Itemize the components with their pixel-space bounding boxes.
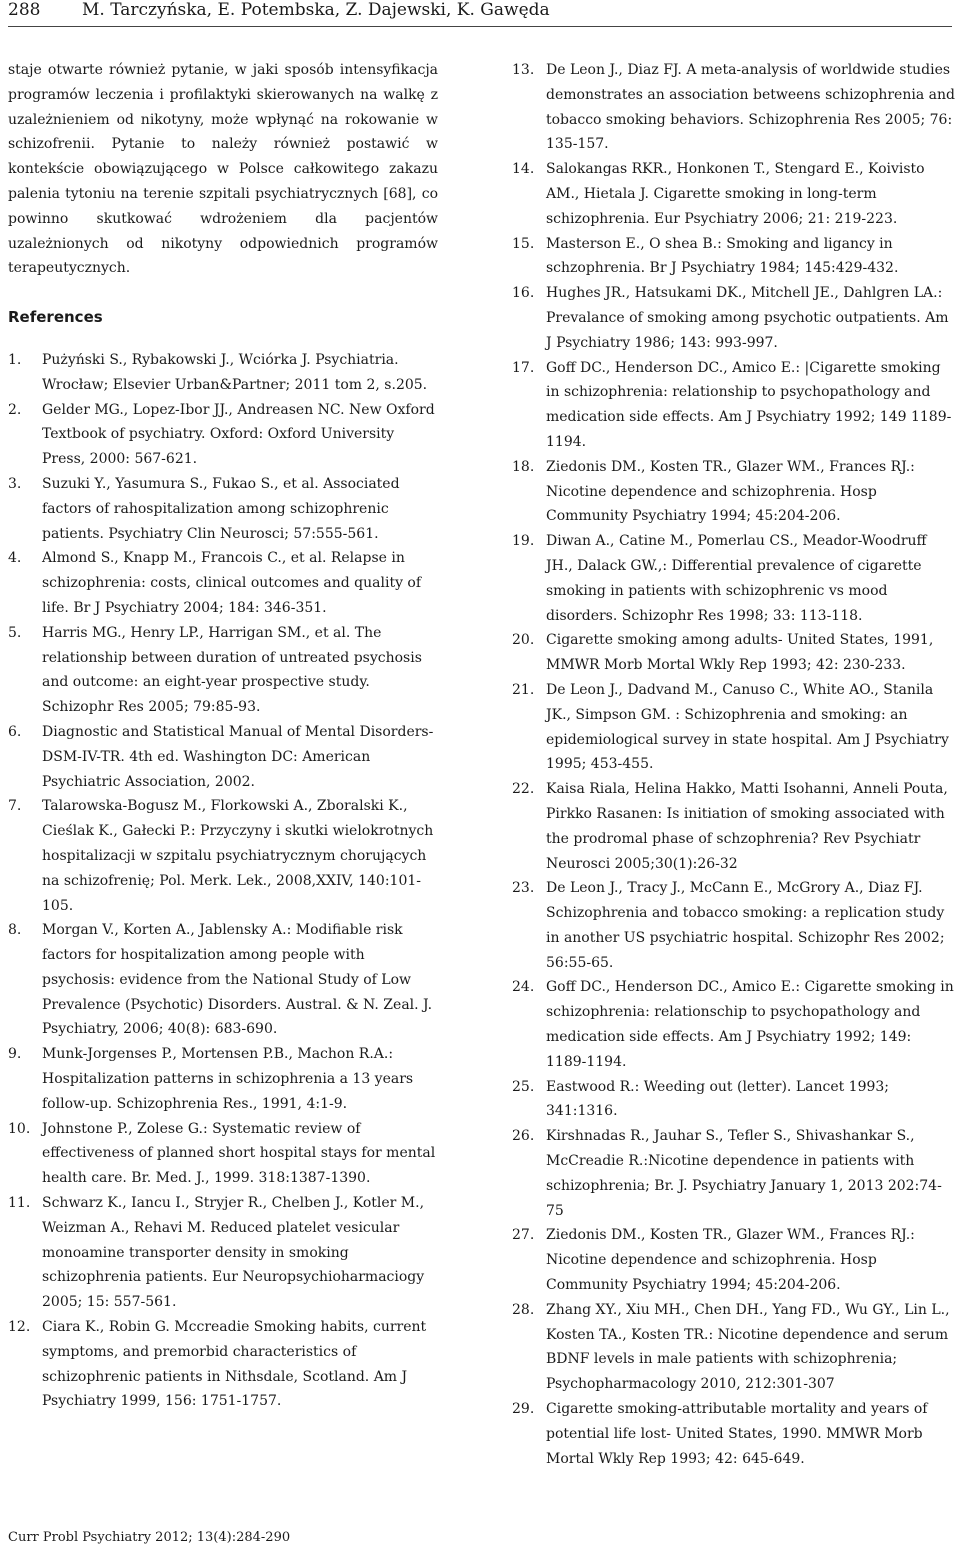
reference-number: 7. — [8, 798, 22, 815]
reference-item — [8, 348, 438, 398]
right-column — [512, 58, 956, 1471]
reference-number: 8. — [8, 922, 22, 939]
reference-text: Zhang XY., Xiu MH., Chen DH., Yang FD., Wu GY., Lin L., Kosten TA., Kosten TR.: Nicotine dependence and serum BDNF levels in male patients with schizophrenia; Psychopharmacology 2010, 212:301-307 — [546, 1301, 950, 1393]
reference-number: 1. — [8, 351, 22, 368]
reference-text: Goff DC., Henderson DC., Amico E.: Cigarette smoking in schizophrenia: relationschip to psychopathology and medication side effects. Am J Psychiatry 1992; 149: 1189-1194. — [546, 979, 954, 1070]
page-header — [8, 0, 952, 30]
reference-item — [512, 678, 956, 777]
reference-number: 25. — [512, 1078, 535, 1095]
reference-text: Ziedonis DM., Kosten TR., Glazer WM., Frances RJ.: Nicotine dependence and schizophrenia. Hosp Community Psychiatry 1994; 45:204-206. — [546, 1227, 915, 1294]
reference-item — [512, 876, 956, 975]
reference-item — [512, 1075, 956, 1125]
reference-number: 28. — [512, 1301, 535, 1318]
reference-list-right — [512, 58, 956, 1471]
reference-text: Cigarette smoking-attributable mortality and years of potential life lost- United States, 1990. MMWR Morb Mortal Wkly Rep 1993; 42: 645-649. — [546, 1401, 928, 1467]
reference-number: 16. — [512, 285, 535, 302]
reference-text: Salokangas RKR., Honkonen T., Stengard E., Koivisto AM., Hietala J. Cigarette smoking in long-term schizophrenia. Eur Psychiatry 2006; 21: 219-223. — [546, 161, 925, 227]
reference-text: De Leon J., Dadvand M., Canuso C., White AO., Stanila JK., Simpson GM. : Schizophrenia and smoking: an epidemiological survey in state hospital. Am J Psychiatry 1995; 453-455. — [546, 681, 949, 773]
reference-text: Suzuki Y., Yasumura S., Fukao S., et al. Associated factors of rahospitalization among schizophrenic patients. Psychiatry Clin Neurosci; 57:555-561. — [42, 475, 400, 542]
reference-item — [8, 918, 438, 1042]
reference-item — [8, 472, 438, 546]
reference-number: 14. — [512, 161, 535, 178]
reference-item — [512, 281, 956, 355]
reference-number: 2. — [8, 401, 22, 418]
reference-text: Ziedonis DM., Kosten TR., Glazer WM., Frances RJ.: Nicotine dependence and schizophrenia. Hosp Community Psychiatry 1994; 45:204-206. — [546, 458, 915, 525]
references-heading: References — [8, 308, 103, 327]
reference-text: Eastwood R.: Weeding out (letter). Lancet 1993; 341:1316. — [546, 1078, 890, 1120]
reference-text: Diagnostic and Statistical Manual of Mental Disorders-DSM-IV-TR. 4th ed. Washington DC: American Psychiatric Association, 2002. — [42, 723, 434, 790]
reference-number: 21. — [512, 681, 535, 698]
reference-list-left — [8, 348, 438, 1414]
reference-number: 22. — [512, 781, 535, 798]
reference-number: 27. — [512, 1227, 535, 1244]
reference-number: 4. — [8, 550, 22, 567]
reference-item — [8, 546, 438, 620]
running-head: M. Tarczyńska, E. Potembska, Z. Dajewski, K. Gawęda — [82, 0, 550, 20]
reference-text: Morgan V., Korten A., Jablensky A.: Modifiable risk factors for hospitalization among people with psychosis: evidence from the National Study of Low Prevalence (Psychotic) Disorders. Austral. & N. Zeal. J. Psychiatry, 2006; 40(8): 683-690. — [42, 922, 433, 1038]
reference-text: De Leon J., Diaz FJ. A meta-analysis of worldwide studies demonstrates an association betweens schizophrenia and tobacco smoking behaviors. Schizophrenia Res 2005; 76: 135-157. — [546, 62, 955, 153]
reference-item — [8, 1315, 438, 1414]
reference-item — [8, 1191, 438, 1315]
reference-text: Kirshnadas R., Jauhar S., Tefler S., Shivashankar S., McCreadie R.:Nicotine dependence in patients with schizophrenia; Br. J. Psychiatry January 1, 2013 202:74-75 — [546, 1128, 942, 1219]
reference-item — [8, 398, 438, 472]
reference-text: Hughes JR., Hatsukami DK., Mitchell JE., Dahlgren LA.: Prevalance of smoking among psychotic outpatients. Am J Psychiatry 1986; 143: 993-997. — [546, 285, 949, 351]
reference-number: 13. — [512, 62, 535, 78]
reference-item — [512, 455, 956, 529]
reference-item — [512, 1124, 956, 1223]
reference-text: Johnstone P., Zolese G.: Systematic review of effectiveness of planned short hospital stays for mental health care. Br. Med. J., 1999. 318:1387-1390. — [42, 1120, 436, 1187]
reference-item — [512, 1298, 956, 1397]
reference-number: 5. — [8, 624, 22, 641]
reference-number: 29. — [512, 1401, 535, 1418]
reference-item — [512, 628, 956, 678]
reference-item — [512, 1223, 956, 1297]
reference-text: Schwarz K., Iancu I., Stryjer R., Chelben J., Kotler M., Weizman A., Rehavi M. Reduced platelet vesicular monoamine transporter density in smoking schizophrenia patients. Eur Neuropsychioharmaciogy 2005; 15: 557-561. — [42, 1195, 425, 1311]
reference-text: Talarowska-Bogusz M., Florkowski A., Zboralski K., Cieślak K., Gałecki P.: Przyczyny i skutki wielokrotnych hospitalizacji w szpitalu psychiatrycznym chorujących na schizofrenię; Pol. Merk. Lek., 2008,XXIV, 140:101-105. — [42, 798, 434, 914]
reference-number: 17. — [512, 359, 535, 376]
reference-item — [8, 621, 438, 720]
reference-text: Cigarette smoking among adults- United States, 1991, MMWR Morb Mortal Wkly Rep 1993; 42: 230-233. — [546, 632, 934, 674]
reference-text: Munk-Jorgenses P., Mortensen P.B., Machon R.A.: Hospitalization patterns in schizophrenia a 13 years follow-up. Schizophrenia Res., 1991, 4:1-9. — [42, 1046, 414, 1112]
left-column — [8, 58, 438, 1414]
reference-text: Ciara K., Robin G. Mccreadie Smoking habits, current symptoms, and premorbid characteristics of schizophrenic patients in Nithsdale, Scotland. Am J Psychiatry 1999, 156: 1751-1757. — [42, 1319, 427, 1410]
reference-number: 20. — [512, 632, 535, 649]
reference-text: Kaisa Riala, Helina Hakko, Matti Isohanni, Anneli Pouta, Pirkko Rasanen: Is initiation of smoking associated with the prodromal phase of schzophrenia? Rev Psychiatr Neurosci 2005;30(1):26-32 — [546, 781, 948, 872]
reference-text: Pużyński S., Rybakowski J., Wciórka J. Psychiatria. Wrocław; Elsevier Urban&Partner; 2011 tom 2, s.205. — [42, 351, 428, 393]
reference-item — [8, 720, 438, 794]
reference-number: 3. — [8, 475, 22, 492]
reference-number: 18. — [512, 458, 535, 475]
reference-text: Masterson E., O shea B.: Smoking and ligancy in schzophrenia. Br J Psychiatry 1984; 145:429-432. — [546, 235, 899, 277]
reference-text: Diwan A., Catine M., Pomerlau CS., Meador-Woodruff JH., Dalack GW.,: Differential prevalence of cigarette smoking in patients with schizophrenic vs mood disorders. Schizophr Res 1998; 33: 113-118. — [546, 533, 927, 624]
reference-text: Almond S., Knapp M., Francois C., et al. Relapse in schizophrenia: costs, clinical outcomes and quality of life. Br J Psychiatry 2004; 184: 346-351. — [42, 550, 422, 616]
reference-item — [512, 58, 956, 157]
page-number: 288 — [8, 0, 41, 20]
reference-number: 26. — [512, 1128, 535, 1145]
reference-item — [8, 1117, 438, 1191]
reference-number: 12. — [8, 1319, 31, 1336]
reference-text: Gelder MG., Lopez-Ibor JJ., Andreasen NC. New Oxford Textbook of psychiatry. Oxford: Oxford University Press, 2000: 567-621. — [42, 401, 435, 468]
reference-item — [512, 1397, 956, 1471]
reference-number: 19. — [512, 533, 535, 550]
reference-number: 24. — [512, 979, 535, 996]
reference-number: 15. — [512, 235, 535, 252]
reference-text: Goff DC., Henderson DC., Amico E.: |Cigarette smoking in schizophrenia: relationship to psychopathology and medication side effects. Am J Psychiatry 1992; 149 1189-1194. — [546, 359, 952, 450]
body-paragraph: staje otwarte również pytanie, w jaki sposób intensyfikacja programów leczenia i profilaktyki skierowanych na walkę z uzależnieniem od nikotyny, może wpłynąć na rokowanie w schizofrenii. Pytanie to należy również postawić w kontekście obowiązującego w Polsce całkowitego zakazu palenia tytoniu na terenie szpitali psychiatrycznych [68], co powinno skutkować wdrożeniem dla pacjentów uzależnionych od nikotyny odpowiednich programów terapeutycznych. — [8, 62, 438, 277]
reference-item — [512, 232, 956, 282]
reference-number: 9. — [8, 1046, 22, 1063]
reference-number: 23. — [512, 880, 535, 897]
reference-number: 11. — [8, 1195, 31, 1212]
reference-item — [512, 356, 956, 455]
reference-number: 10. — [8, 1120, 31, 1137]
reference-item — [8, 794, 438, 918]
reference-item — [512, 777, 956, 876]
reference-text: Harris MG., Henry LP., Harrigan SM., et al. The relationship between duration of untreated psychosis and outcome: an eight-year prospective study. Schizophr Res 2005; 79:85-93. — [42, 624, 422, 716]
reference-number: 6. — [8, 723, 22, 740]
footer-citation: Curr Probl Psychiatry 2012; 13(4):284-290 — [8, 1530, 291, 1545]
reference-item — [512, 157, 956, 231]
reference-text: De Leon J., Tracy J., McCann E., McGrory A., Diaz FJ. Schizophrenia and tobacco smoking: a replication study in another US psychiatric hospital. Schizophr Res 2002; 56:55-65. — [546, 880, 945, 971]
reference-item — [512, 529, 956, 628]
reference-item — [512, 975, 956, 1074]
reference-item — [8, 1042, 438, 1116]
header-rule — [8, 26, 952, 27]
